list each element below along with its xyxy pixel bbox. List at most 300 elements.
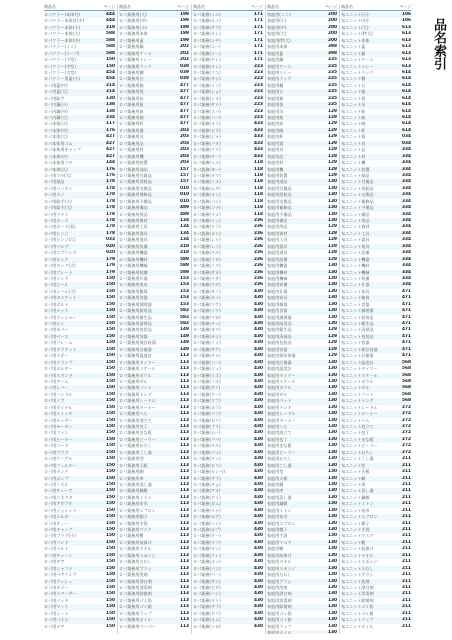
product-name: 布ユニット具 xyxy=(341,140,366,146)
product-name: 家庭用鍋敷 xyxy=(267,501,288,507)
product-name: 布ユニット容器 xyxy=(341,340,370,346)
product-name: 家庭用具 xyxy=(267,147,284,153)
product-name: 布ユニット保存容器 xyxy=(341,346,378,352)
page-number: 588 xyxy=(106,50,115,56)
page-number: 130 xyxy=(328,185,337,191)
page-number: 130 xyxy=(328,372,337,378)
page-number: 471 xyxy=(402,333,411,339)
page-number: 130 xyxy=(328,391,337,397)
page-number: 113 xyxy=(180,572,189,578)
product-name: 布ユニット(小) xyxy=(341,12,369,17)
page-number: 235 xyxy=(328,95,337,101)
page-number: 150 xyxy=(106,288,115,294)
page-number: 130 xyxy=(328,295,337,301)
product-name: 布ユニット品 xyxy=(341,147,366,153)
page-number: 113 xyxy=(180,604,189,610)
page-number: 203 xyxy=(180,134,189,140)
product-name: ロパ業務用装備 xyxy=(119,269,148,275)
page-number: 427 xyxy=(106,140,115,146)
page-number: 430 xyxy=(254,353,263,359)
product-name: ロパ業務用前掛け xyxy=(119,539,152,545)
product-name: ロパ業務(クッ) xyxy=(193,456,221,462)
page-number: 157 xyxy=(180,166,189,172)
page-number: 129 xyxy=(328,108,337,114)
page-number: 433 xyxy=(254,153,263,159)
product-name: ロパ用カバー xyxy=(44,327,69,333)
page-number: 211 xyxy=(402,520,411,526)
product-name: 布ユニットブラシ xyxy=(341,572,374,578)
product-name: ロパ業務用容器 xyxy=(119,333,148,339)
page-number: 235 xyxy=(328,82,337,88)
page-number: 113 xyxy=(180,578,189,584)
page-number: 130 xyxy=(328,481,337,487)
page-number: 430 xyxy=(254,597,263,603)
page-number: 211 xyxy=(402,469,411,475)
product-name: 布ユニット包丁 xyxy=(341,430,370,436)
product-name: ロパ業務用食器 xyxy=(119,295,148,301)
page-number: 614 xyxy=(402,95,411,101)
product-name: 家庭用蒸し器 xyxy=(267,494,292,500)
page-number: 113 xyxy=(180,430,189,436)
product-name: ロパ業務用包装品 xyxy=(119,327,152,333)
page-number: 134 xyxy=(180,224,189,230)
product-name: ロパ業務用ケース xyxy=(119,50,152,56)
product-name: 家庭用皿 xyxy=(267,121,284,127)
column-header-name: 商品名 xyxy=(44,4,56,9)
product-name: ロパクラー(大型) xyxy=(44,69,76,75)
product-name: ロパ用取手(小) xyxy=(44,198,72,204)
page-number: 202 xyxy=(180,57,189,63)
product-name: ロパ業務用缶 xyxy=(119,95,144,101)
page-number: 430 xyxy=(254,346,263,352)
product-name: 家庭用保存容器 xyxy=(267,353,296,359)
page-number: 203 xyxy=(180,147,189,153)
index-row xyxy=(193,624,263,630)
product-name: 布ユニット資材 xyxy=(341,224,370,230)
product-name: ロパ業務用資材 xyxy=(119,218,148,223)
product-name: ロパ業務(チョ) xyxy=(193,481,221,487)
product-name: ロパ用ケーブル xyxy=(44,456,73,462)
page-number: 113 xyxy=(180,359,189,365)
page-number: 150 xyxy=(106,481,115,487)
product-name: 布ユニット網 xyxy=(341,475,366,481)
product-name: ロパ用ガスケット xyxy=(44,295,77,301)
product-name: ロパ業務用網 xyxy=(119,469,144,475)
page-number: 039 xyxy=(180,76,189,82)
page-number: 223 xyxy=(254,76,263,82)
product-name: 家庭用厨房品 xyxy=(267,321,292,326)
product-name: ロパ業務用ラップ xyxy=(119,610,152,616)
page-number: 211 xyxy=(402,610,411,616)
page-number: 211 xyxy=(402,481,411,487)
page-number: 150 xyxy=(106,372,115,378)
product-name: ロパ業務用瓶 xyxy=(119,102,144,108)
product-name: 家庭用杯 xyxy=(267,134,284,140)
page-number: 430 xyxy=(254,378,263,384)
page-number: 129 xyxy=(328,333,337,339)
page-number: 118 xyxy=(254,211,263,217)
page-number: 113 xyxy=(180,591,189,597)
page-number: 150 xyxy=(106,514,115,520)
product-name: ロパ業務(カシ) xyxy=(193,333,221,339)
product-name: ロパ業務用漂白剤 xyxy=(119,578,152,584)
product-name: 布ユニット泡立て xyxy=(341,424,374,429)
page-number: 568 xyxy=(402,366,411,372)
page-number: 178 xyxy=(106,218,115,223)
page-number: 614 xyxy=(402,127,411,133)
page-number: 130 xyxy=(328,269,337,275)
product-name: ロパ用センサー xyxy=(44,417,73,423)
product-name: 家庭用ケース xyxy=(267,63,292,69)
page-number: 199 xyxy=(180,31,189,37)
page-number: 200 xyxy=(328,24,337,30)
page-number: 130 xyxy=(328,501,337,507)
product-name: ロパ業務用たわし xyxy=(119,559,152,565)
product-name: ロパ業務用碗 xyxy=(119,115,144,120)
page-number: 130 xyxy=(328,539,337,545)
page-number: 130 xyxy=(106,95,115,101)
page-number: 178 xyxy=(106,192,115,198)
product-name: ロパ用フタ(大) xyxy=(44,172,72,178)
product-name: ロパ業務(ベー) xyxy=(193,572,221,578)
product-name: 家庭用ボウル xyxy=(267,385,292,391)
page-number: 150 xyxy=(106,436,115,442)
page-number: 150 xyxy=(106,411,115,417)
product-name: ロパ業務用タイマー xyxy=(119,359,156,365)
product-name: 家庭用消耗品 xyxy=(267,192,292,198)
product-name: 布ユニット温度計 xyxy=(341,359,374,365)
product-name: ロパ業務(ドリ) xyxy=(193,610,221,616)
product-name: 布ユニット蒸し器 xyxy=(341,488,374,494)
page-number: 150 xyxy=(106,449,115,455)
page-number: 150 xyxy=(106,417,115,423)
product-name: ロパ業務(ツケ) xyxy=(193,301,221,307)
product-name: ロパ業務(ソー) xyxy=(193,50,221,56)
page-number: 433 xyxy=(254,121,263,127)
product-name: ロパ業務用蓋 xyxy=(119,37,144,43)
page-number: 118 xyxy=(254,198,263,204)
page-number: 211 xyxy=(402,572,411,578)
product-name: 家庭用包装品 xyxy=(267,340,292,346)
product-name: ロパ業務用厨房品 xyxy=(119,308,152,314)
page-number: 614 xyxy=(402,115,411,120)
product-name: ロパ業務(ミル) xyxy=(193,12,221,17)
page-number: 568 xyxy=(402,359,411,365)
product-name: ロパ用ギア xyxy=(44,559,65,565)
product-name: ロパ用エルボ xyxy=(44,514,69,520)
page-number: 235 xyxy=(328,89,337,95)
page-number: 430 xyxy=(254,417,263,423)
page-number: 129 xyxy=(328,172,337,178)
page-number: 430 xyxy=(254,514,263,520)
page-number: 614 xyxy=(402,82,411,88)
product-name: ロパ業務用補修品 xyxy=(119,192,152,198)
page-number: 203 xyxy=(180,140,189,146)
product-name: 布ユニットホイル xyxy=(341,623,374,629)
page-number: 477 xyxy=(180,108,189,114)
product-name: ロパクラー本体(大) xyxy=(44,31,80,37)
product-name: 家庭用瓶 xyxy=(267,115,284,120)
page-number: 219 xyxy=(106,24,115,30)
column-header-name: 商品名 xyxy=(267,4,279,9)
product-name: ロパ業務用包丁 xyxy=(119,424,148,429)
product-name: 家庭用器 xyxy=(267,140,284,146)
product-name: ロパ用ノズル xyxy=(44,481,69,487)
page-number: 430 xyxy=(254,475,263,481)
product-name: 布ユニット装備 xyxy=(341,275,370,281)
page-number: 179 xyxy=(106,256,115,262)
product-name: 家庭用ゴミ箱 xyxy=(267,617,292,623)
product-name: ロパ用ブラケット xyxy=(44,346,77,352)
product-name: ロパ用バルブ xyxy=(44,243,69,249)
product-name: 家庭用タオル xyxy=(267,559,292,565)
product-name: 布ユニット箱 xyxy=(341,89,366,95)
page-number: 334 xyxy=(402,250,411,256)
product-name: 家庭用機器 xyxy=(267,263,288,269)
page-number: 614 xyxy=(402,89,411,95)
page-number: 433 xyxy=(254,134,263,140)
product-name: ロパ用アーム xyxy=(44,378,69,384)
page-number: 150 xyxy=(106,295,115,301)
product-name: ロパ用ベルト xyxy=(44,546,69,552)
product-name: ロパ業務用備品 xyxy=(119,205,148,211)
page-number: 430 xyxy=(254,617,263,623)
page-number: 150 xyxy=(106,597,115,603)
product-name: ロパ業務用ブラシ xyxy=(119,565,152,571)
product-name: ロパ業務用靴 xyxy=(119,533,144,539)
page-number: 129 xyxy=(328,153,337,159)
index-column xyxy=(191,4,265,634)
page-number: 118 xyxy=(254,192,263,198)
product-name: 家庭用串 xyxy=(267,488,284,494)
page-number: 130 xyxy=(328,527,337,532)
page-number: 223 xyxy=(254,115,263,120)
page-number: 200 xyxy=(328,12,337,17)
page-number: 150 xyxy=(106,559,115,565)
page-number: 211 xyxy=(402,494,411,500)
product-name: 布ユニットレードル xyxy=(341,404,378,410)
product-name: 家庭用手袋 xyxy=(267,533,288,539)
product-name: ロパクラー本体付(キ) xyxy=(44,18,85,24)
product-name: 布ユニットラック xyxy=(341,69,374,75)
product-name: ロパ業務(ショ) xyxy=(193,89,221,95)
product-name: ロパ業務用交換品 xyxy=(119,185,152,191)
page-number: 589 xyxy=(180,269,189,275)
page-number: 034 xyxy=(402,140,411,146)
page-number: 171 xyxy=(254,18,263,24)
page-number: 614 xyxy=(402,121,411,127)
product-name: 布ユニット消毒剤 xyxy=(341,591,374,597)
page-number: 211 xyxy=(402,623,411,629)
product-name: ロパ業務用スポンジ xyxy=(119,552,156,558)
product-name: 家庭用ピーラー xyxy=(267,449,296,455)
page-number: 334 xyxy=(402,211,411,217)
product-name: ロパ業務用箱 xyxy=(119,82,144,88)
column-header-name: 商品名 xyxy=(119,4,131,9)
product-name: 家庭用洗剤 xyxy=(267,584,288,590)
page-number: 150 xyxy=(106,539,115,545)
product-name: ロパ業務(パフ) xyxy=(193,411,221,417)
page-number: 130 xyxy=(328,301,337,307)
page-number: 588 xyxy=(106,37,115,43)
index-column xyxy=(117,4,191,634)
page-number: 430 xyxy=(254,295,263,301)
page-number: 113 xyxy=(180,565,189,571)
product-name: 家庭用器具 xyxy=(267,243,288,249)
page-number: 130 xyxy=(328,565,337,571)
page-number: 211 xyxy=(402,475,411,481)
product-name: ロパ業務(クリ) xyxy=(193,147,221,153)
product-name: ロパ用ピン xyxy=(44,321,65,326)
product-name: ロパ業務(ミル) xyxy=(193,160,221,166)
product-name: ロパ業務(ヨー) xyxy=(193,166,221,172)
page-number: 223 xyxy=(254,89,263,95)
product-name: 家庭用什器 xyxy=(267,288,288,294)
product-name: ロパ業務用鍋敷 xyxy=(119,488,148,494)
page-number: 034 xyxy=(402,134,411,140)
product-name: ロパ業務(コン) xyxy=(193,520,221,526)
page-number: 272 xyxy=(402,404,411,410)
page-number: 150 xyxy=(106,378,115,384)
product-name: ロパ用蓋(中) xyxy=(44,82,68,88)
product-name: 布ユニットタイマー xyxy=(341,366,378,372)
product-name: 布ユニット予備品 xyxy=(341,205,374,211)
page-number: 129 xyxy=(328,340,337,346)
page-number: 430 xyxy=(254,424,263,429)
page-number: 129 xyxy=(328,134,337,140)
product-name: ロパ用キャップ xyxy=(44,527,73,532)
product-name: 家庭用網 xyxy=(267,481,284,487)
page-number: 613 xyxy=(402,63,411,69)
product-name: 家庭用備品 xyxy=(267,218,288,223)
page-number: 334 xyxy=(402,205,411,211)
page-number: 178 xyxy=(106,211,115,217)
page-number: 430 xyxy=(254,449,263,455)
column-header-page: ページ xyxy=(325,4,337,9)
page-number: 430 xyxy=(254,488,263,494)
product-name: 家庭用(特大) xyxy=(267,37,291,43)
column-header-page: ページ xyxy=(103,4,115,9)
page-number: 211 xyxy=(402,604,411,610)
product-name: 布ユニット型 xyxy=(341,462,366,468)
page-number: 430 xyxy=(254,462,263,468)
page-number: 134 xyxy=(180,230,189,236)
product-name: ロパ業務(チル) xyxy=(193,250,221,256)
product-name: ロパ業務用家具 xyxy=(119,282,148,288)
product-name: ロパ業務(ジュ) xyxy=(193,366,221,372)
product-name: 布ユニット杯 xyxy=(341,127,366,133)
product-name: ロパ本体用ゴム xyxy=(44,140,73,146)
page-number: 113 xyxy=(180,559,189,565)
page-number: 430 xyxy=(254,469,263,475)
product-name: 布ユニット串 xyxy=(341,481,366,487)
product-name: ロパ用ハンドル xyxy=(44,391,73,397)
product-name: 家庭用棚 xyxy=(267,82,284,88)
product-name: ロパ業務用温度計 xyxy=(119,353,152,359)
page-number: 149 xyxy=(180,333,189,339)
page-number: 471 xyxy=(402,321,411,326)
product-name: ロパ業務用タオル xyxy=(119,546,152,552)
page-number: 430 xyxy=(254,398,263,404)
page-number: 106 xyxy=(402,12,411,17)
page-number: 130 xyxy=(328,572,337,578)
column-header-page: ページ xyxy=(177,4,189,9)
product-name: ロパ本体用フタ xyxy=(44,160,73,166)
page-number: 118 xyxy=(254,185,263,191)
page-number: 582 xyxy=(180,321,189,326)
product-name: 布ユニット工具 xyxy=(341,230,370,236)
index-row xyxy=(44,624,115,630)
product-name: ロパ業務(タマ) xyxy=(193,172,221,178)
product-name: ロパ用モーター xyxy=(44,424,73,429)
page-number: 211 xyxy=(402,507,411,513)
page-number: 113 xyxy=(180,481,189,487)
product-name: 布ユニットスポンジ xyxy=(341,559,378,565)
product-name: 布ユニット鍋敷 xyxy=(341,494,370,500)
page-number: 236 xyxy=(254,243,263,249)
product-name: ロパ業務用レードル xyxy=(119,398,156,404)
product-name: 家庭用帽子 xyxy=(267,527,288,532)
product-name: 家庭用道具 xyxy=(267,250,288,256)
product-name: ロパ用ワッシャー xyxy=(44,314,77,320)
product-name: ロパ業務(ヨフ) xyxy=(193,404,221,410)
product-name: 布ユニットザル xyxy=(341,385,370,391)
page-number: 178 xyxy=(106,230,115,236)
page-number: 134 xyxy=(180,237,189,243)
page-number: 223 xyxy=(254,69,263,75)
page-number: 130 xyxy=(328,179,337,185)
index-column xyxy=(339,4,413,634)
page-number: 211 xyxy=(402,578,411,584)
page-number: 430 xyxy=(254,391,263,397)
page-number: 176 xyxy=(106,166,115,172)
page-number: 588 xyxy=(106,31,115,37)
product-name: ロパ用マット xyxy=(44,604,69,610)
product-name: ロパ業務(アメ) xyxy=(193,488,221,494)
product-name: ロパ業務(マメ) xyxy=(193,211,221,217)
page-number: 614 xyxy=(402,69,411,75)
page-number: 171 xyxy=(254,12,263,17)
product-name: 家庭用鍋 xyxy=(267,57,284,63)
page-number: 430 xyxy=(254,572,263,578)
index-rows xyxy=(267,12,337,634)
page-number: 211 xyxy=(402,617,411,623)
page-number: 211 xyxy=(402,501,411,507)
page-number: 129 xyxy=(328,353,337,359)
product-name: 家庭用ゴミ袋 xyxy=(267,610,292,616)
product-name: ロパ用ホース xyxy=(44,218,69,223)
page-number: 113 xyxy=(180,507,189,513)
product-name: ロパ業務(マフ) xyxy=(193,539,221,545)
product-name: ロパ業務(ハー) xyxy=(193,115,221,120)
product-name: ロパ用ベアリング xyxy=(44,572,77,578)
product-name: ロパ業務(パン) xyxy=(193,198,221,204)
page-number: 235 xyxy=(328,57,337,63)
page-number: 176 xyxy=(106,172,115,178)
page-number: 150 xyxy=(106,565,115,571)
page-number: 334 xyxy=(402,218,411,223)
product-name: ロパ業務用串 xyxy=(119,475,144,481)
product-name: 布ユニットマスク xyxy=(341,533,374,539)
product-name: 布ユニット手袋 xyxy=(341,527,370,532)
page-number: 113 xyxy=(180,411,189,417)
product-name: ロパ用ツマミ xyxy=(44,211,69,217)
page-number: 199 xyxy=(180,12,189,17)
page-number: 471 xyxy=(402,301,411,307)
product-name: 布ユニットエプロン xyxy=(341,514,378,520)
column-header-name: 商品名 xyxy=(341,4,353,9)
product-name: ロパ用ヒンジ(大) xyxy=(44,237,76,243)
